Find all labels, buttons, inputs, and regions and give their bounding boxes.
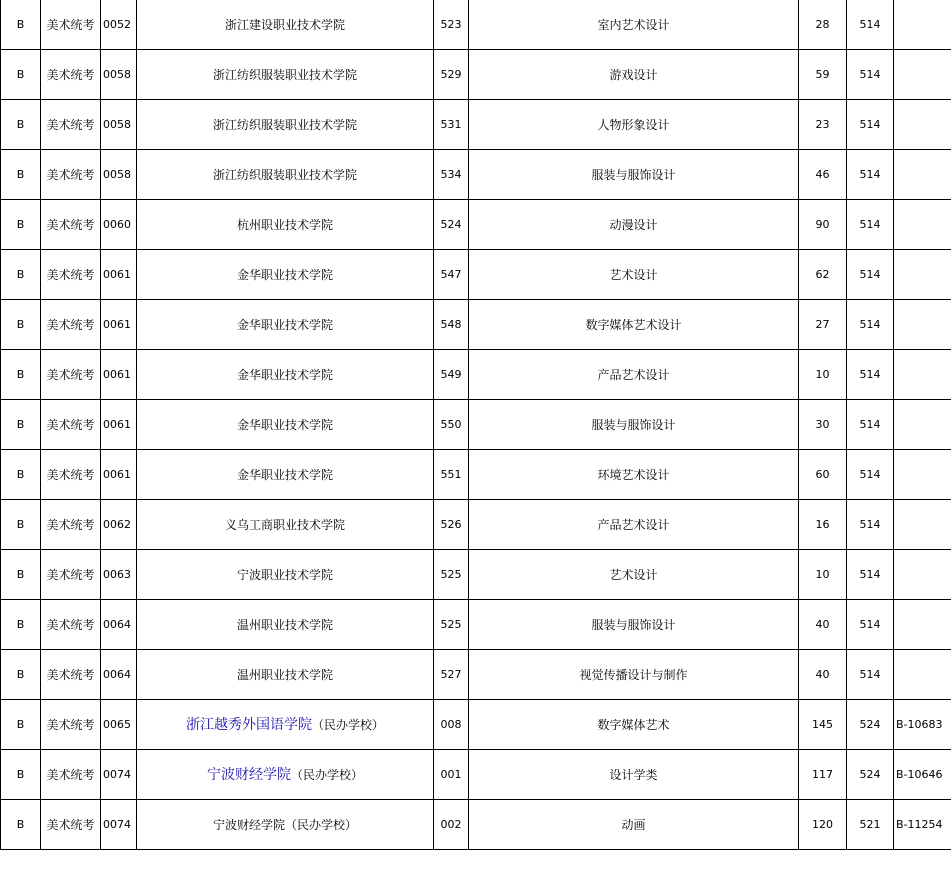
category-cell: 美术统考 (41, 500, 101, 550)
batch-cell: B (1, 650, 41, 700)
school-cell: 浙江纺织服装职业技术学院 (137, 50, 434, 100)
plan-cell: 117 (799, 750, 847, 800)
school-cell: 温州职业技术学院 (137, 600, 434, 650)
school-code-cell: 0074 (101, 750, 137, 800)
score-cell: 524 (847, 700, 894, 750)
category-cell: 美术统考 (41, 350, 101, 400)
school-note: （民办学校） (311, 717, 384, 732)
batch-cell: B (1, 600, 41, 650)
batch-cell: B (1, 350, 41, 400)
category-cell: 美术统考 (41, 300, 101, 350)
school-code-cell: 0058 (101, 150, 137, 200)
school-cell: 宁波财经学院（民办学校） (137, 800, 434, 850)
score-cell: 514 (847, 300, 894, 350)
major-cell: 产品艺术设计 (469, 350, 799, 400)
remark-cell (894, 150, 951, 200)
score-cell: 514 (847, 100, 894, 150)
school-code-cell: 0064 (101, 600, 137, 650)
remark-cell: B-11254 (894, 800, 951, 850)
school-code-cell: 0060 (101, 200, 137, 250)
batch-cell: B (1, 100, 41, 150)
category-cell: 美术统考 (41, 200, 101, 250)
school-note: （民办学校） (290, 767, 363, 782)
school-cell: 金华职业技术学院 (137, 300, 434, 350)
remark-cell (894, 50, 951, 100)
major-cell: 视觉传播设计与制作 (469, 650, 799, 700)
major-code-cell: 526 (434, 500, 469, 550)
school-code-cell: 0061 (101, 450, 137, 500)
school-link[interactable]: 浙江越秀外国语学院 (185, 716, 312, 733)
remark-cell (894, 650, 951, 700)
remark-cell (894, 0, 951, 50)
school-code-cell: 0063 (101, 550, 137, 600)
remark-cell (894, 550, 951, 600)
score-cell: 521 (847, 800, 894, 850)
table-row (1, 250, 951, 300)
score-cell: 514 (847, 500, 894, 550)
major-cell: 动漫设计 (469, 200, 799, 250)
category-cell: 美术统考 (41, 750, 101, 800)
remark-cell (894, 200, 951, 250)
major-code-cell: 549 (434, 350, 469, 400)
category-cell: 美术统考 (41, 450, 101, 500)
major-code-cell: 525 (434, 600, 469, 650)
school-cell: 浙江纺织服装职业技术学院 (137, 150, 434, 200)
remark-cell (894, 500, 951, 550)
table-row (1, 650, 951, 700)
remark-cell (894, 450, 951, 500)
major-cell: 艺术设计 (469, 550, 799, 600)
table-row (1, 150, 951, 200)
major-cell: 设计学类 (469, 750, 799, 800)
plan-cell: 16 (799, 500, 847, 550)
score-cell: 514 (847, 550, 894, 600)
score-cell: 514 (847, 200, 894, 250)
school-code-cell: 0074 (101, 800, 137, 850)
school-cell: 温州职业技术学院 (137, 650, 434, 700)
score-cell: 514 (847, 250, 894, 300)
score-cell: 514 (847, 0, 894, 50)
school-link[interactable]: 宁波财经学院 (206, 766, 291, 783)
major-cell: 环境艺术设计 (469, 450, 799, 500)
batch-cell: B (1, 550, 41, 600)
major-code-cell: 525 (434, 550, 469, 600)
category-cell: 美术统考 (41, 600, 101, 650)
major-code-cell: 550 (434, 400, 469, 450)
plan-cell: 30 (799, 400, 847, 450)
major-cell: 数字媒体艺术 (469, 700, 799, 750)
score-cell: 514 (847, 350, 894, 400)
school-cell: 义乌工商职业技术学院 (137, 500, 434, 550)
plan-cell: 62 (799, 250, 847, 300)
table-row (1, 600, 951, 650)
batch-cell: B (1, 800, 41, 850)
school-cell: 金华职业技术学院 (137, 250, 434, 300)
school-code-cell: 0062 (101, 500, 137, 550)
major-code-cell: 001 (434, 750, 469, 800)
remark-cell: B-10683 (894, 700, 951, 750)
school-code-cell: 0058 (101, 50, 137, 100)
plan-cell: 46 (799, 150, 847, 200)
batch-cell: B (1, 400, 41, 450)
remark-cell (894, 400, 951, 450)
score-cell: 514 (847, 400, 894, 450)
table-row (1, 50, 951, 100)
score-cell: 514 (847, 650, 894, 700)
table-row (1, 200, 951, 250)
table-row (1, 800, 951, 850)
batch-cell: B (1, 300, 41, 350)
major-cell: 服装与服饰设计 (469, 400, 799, 450)
table-row (1, 300, 951, 350)
table-row (1, 400, 951, 450)
major-cell: 室内艺术设计 (469, 0, 799, 50)
category-cell: 美术统考 (41, 800, 101, 850)
batch-cell: B (1, 250, 41, 300)
major-cell: 服装与服饰设计 (469, 600, 799, 650)
major-code-cell: 534 (434, 150, 469, 200)
table-row (1, 350, 951, 400)
score-cell: 514 (847, 150, 894, 200)
major-cell: 人物形象设计 (469, 100, 799, 150)
plan-cell: 59 (799, 50, 847, 100)
major-cell: 游戏设计 (469, 50, 799, 100)
table-row (1, 100, 951, 150)
plan-cell: 40 (799, 650, 847, 700)
table-row (1, 500, 951, 550)
batch-cell: B (1, 0, 41, 50)
school-code-cell: 0061 (101, 400, 137, 450)
table-row (1, 0, 951, 50)
table-row (1, 550, 951, 600)
major-cell: 产品艺术设计 (469, 500, 799, 550)
school-code-cell: 0052 (101, 0, 137, 50)
batch-cell: B (1, 750, 41, 800)
plan-cell: 145 (799, 700, 847, 750)
major-code-cell: 523 (434, 0, 469, 50)
school-cell: 金华职业技术学院 (137, 350, 434, 400)
category-cell: 美术统考 (41, 100, 101, 150)
score-cell: 514 (847, 450, 894, 500)
plan-cell: 10 (799, 350, 847, 400)
table-row (1, 450, 951, 500)
remark-cell (894, 100, 951, 150)
major-code-cell: 527 (434, 650, 469, 700)
batch-cell: B (1, 200, 41, 250)
major-code-cell: 551 (434, 450, 469, 500)
plan-cell: 28 (799, 0, 847, 50)
major-code-cell: 008 (434, 700, 469, 750)
remark-cell (894, 300, 951, 350)
major-code-cell: 524 (434, 200, 469, 250)
table-body (1, 0, 951, 850)
plan-cell: 120 (799, 800, 847, 850)
category-cell: 美术统考 (41, 0, 101, 50)
school-cell: 浙江纺织服装职业技术学院 (137, 100, 434, 150)
major-cell: 动画 (469, 800, 799, 850)
category-cell: 美术统考 (41, 650, 101, 700)
score-cell: 524 (847, 750, 894, 800)
school-code-cell: 0065 (101, 700, 137, 750)
school-code-cell: 0061 (101, 350, 137, 400)
category-cell: 美术统考 (41, 150, 101, 200)
batch-cell: B (1, 50, 41, 100)
batch-cell: B (1, 700, 41, 750)
category-cell: 美术统考 (41, 700, 101, 750)
major-cell: 艺术设计 (469, 250, 799, 300)
major-code-cell: 547 (434, 250, 469, 300)
major-code-cell: 002 (434, 800, 469, 850)
remark-cell (894, 250, 951, 300)
school-cell (137, 700, 434, 750)
remark-cell (894, 350, 951, 400)
major-code-cell: 531 (434, 100, 469, 150)
remark-cell (894, 600, 951, 650)
category-cell: 美术统考 (41, 250, 101, 300)
school-cell: 金华职业技术学院 (137, 400, 434, 450)
score-cell: 514 (847, 50, 894, 100)
batch-cell: B (1, 450, 41, 500)
table-row (1, 700, 951, 750)
category-cell: 美术统考 (41, 50, 101, 100)
school-cell: 宁波职业技术学院 (137, 550, 434, 600)
major-cell: 服装与服饰设计 (469, 150, 799, 200)
plan-cell: 23 (799, 100, 847, 150)
batch-cell: B (1, 500, 41, 550)
plan-cell: 90 (799, 200, 847, 250)
category-cell: 美术统考 (41, 550, 101, 600)
plan-cell: 10 (799, 550, 847, 600)
remark-cell: B-10646 (894, 750, 951, 800)
plan-cell: 40 (799, 600, 847, 650)
school-cell (137, 750, 434, 800)
school-code-cell: 0061 (101, 300, 137, 350)
school-code-cell: 0058 (101, 100, 137, 150)
school-code-cell: 0061 (101, 250, 137, 300)
plan-cell: 27 (799, 300, 847, 350)
plan-cell: 60 (799, 450, 847, 500)
school-cell: 金华职业技术学院 (137, 450, 434, 500)
batch-cell: B (1, 150, 41, 200)
school-code-cell: 0064 (101, 650, 137, 700)
table-row (1, 750, 951, 800)
category-cell: 美术统考 (41, 400, 101, 450)
school-cell: 杭州职业技术学院 (137, 200, 434, 250)
major-code-cell: 548 (434, 300, 469, 350)
major-cell: 数字媒体艺术设计 (469, 300, 799, 350)
score-cell: 514 (847, 600, 894, 650)
school-cell: 浙江建设职业技术学院 (137, 0, 434, 50)
major-code-cell: 529 (434, 50, 469, 100)
